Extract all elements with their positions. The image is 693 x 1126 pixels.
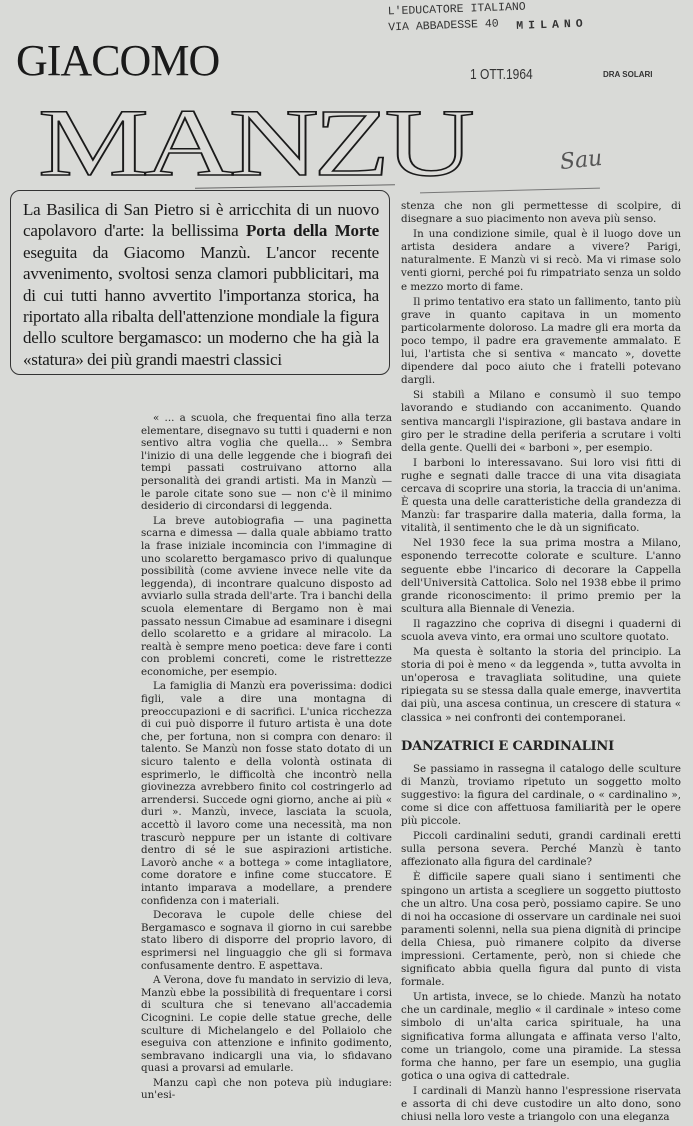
article-paragraph: Decorava le cupole delle chiese del Bergamasco e sognava il giorno in cui sarebbe stato libero di disporre del proprio lavoro, di esprimersi nel linguaggio che gli si formava confusamente dentro. E aspettava.	[141, 909, 392, 972]
stamp-city: MILANO	[516, 17, 588, 33]
source-label: DRA SOLARI	[603, 70, 653, 79]
article-paragraph: Manzu capì che non poteva più indugiare: un'esi-	[141, 1076, 392, 1102]
article-paragraph: In una condizione simile, qual è il luogo dove un artista desidera andare a vivere? Parigi, naturalmente. E Manzù vi si recò. Ma vi rimase solo venti giorni, perché poi fu rimpatriato senza un soldo e mezzo morto di fame.	[401, 228, 681, 293]
article-paragraph: È difficile sapere quali siano i sentimenti che spingono un artista a scegliere un soggetto piuttosto che un altro. Una cosa però, possiamo capire. Se uno di noi ha occasione di osservare un cardinale nei suoi paramenti solenni, nella sua piena dignità di principe della Chiesa, può rimanere colpito da diverse impressioni. Certamente, però, non si chiede che significato abbia quella figura dal punto di vista formale.	[401, 871, 681, 989]
section-heading: DANZATRICI E CARDINALINI	[401, 738, 615, 754]
left-column	[141, 412, 392, 1104]
article-paragraph: A Verona, dove fu mandato in servizio di leva, Manzù ebbe la possibilità di frequentare i corsi di scultura che si tenevano all'accademia Cicognini. Le copie delle statue greche, delle sculture di Michelangelo e del Pollaiolo che eseguiva con attenzione e infinito godimento, sembravano indicargli una via, lo sfidavano quasi a provarsi ad emularle.	[141, 974, 392, 1075]
lead-box	[10, 190, 390, 375]
article-paragraph: Ma questa è soltanto la storia del principio. La storia di poi è meno « da leggenda », tutta avvolta in un'operosa e travagliata solitudine, una quiete ripiegata su se stessa dalla quale emerge, inavvertita dai più, una ascesa continua, un crescere di statura « classica » nei confronti dei contemporanei.	[401, 646, 681, 724]
stamp-line-1: L'EDUCATORE ITALIANO	[387, 0, 526, 19]
article-paragraph: I barboni lo interessavano. Sui loro visi fitti di rughe e segnati dalle tracce di una vita disagiata cercava di scoprire una storia, la traccia di un'anima. È questa una delle caratteristiche della grandezza di Manzù: far trasparire dalla materia, dalla forma, la vitalità, il sentimento che le dà un significato.	[401, 456, 681, 535]
article-paragraph: I cardinali di Manzù hanno l'espressione riservata e assorta di chi deve custodire un alto dono, sono chiusi nella loro veste a triangolo con una eleganza	[401, 1084, 681, 1124]
article-paragraph: Nel 1930 fece la sua prima mostra a Milano, esponendo terrecotte colorate e sculture. L'anno seguente ebbe l'incarico di decorare la Cappella dell'Università Cattolica. Solo nel 1938 ebbe il primo grande riconoscimento: il primo premio per la scultura alla Biennale di Venezia.	[401, 537, 681, 615]
article-paragraph: « ... a scuola, che frequentai fino alla terza elementare, disegnavo su tutti i quaderni e non sentivo altra voglia che quella... » Sembra l'inizio di una delle leggende che i biografi dei tempi passati costruivano attorno alla personalità dei grandi artisti. Ma in Manzù — le parole citate sono sue — non c'è il minimo desiderio di circondarsi di leggenda.	[141, 412, 392, 513]
lead-text: eseguita da Giacomo Manzù. L'ancor recente avvenimento, svoltosi senza clamori pubblicitari, ma di cui tutti hanno avvertito l'importanza storica, ha riportato alla ribalta dell'attenzione mondiale la figura dello scultore bergamasco: un moderno che ha già la «statura» dei più grandi maestri classici	[23, 242, 379, 369]
article-paragraph: Piccoli cardinalini seduti, grandi cardinali eretti sulla persona severa. Perché Manzù è tanto affezionato alla figura del cardinale?	[401, 830, 681, 869]
publisher-stamp	[387, 0, 588, 36]
stamp-line-2: VIA ABBADESSE 40	[388, 17, 499, 35]
lead-text: La Basilica di San Pietro si è arricchita di un nuovo capolavoro d'arte: la bellissima	[23, 200, 379, 241]
date-stamp: 1 OTT.1964	[470, 66, 533, 83]
article-paragraph: La breve autobiografia — una paginetta scarna e dimessa — dalla quale abbiamo tratto la frase iniziale incomincia con l'immagine di uno scolaretto bergamasco privo di qualunque possibilità (come avviene invece nelle vite da leggenda), di incontrare qualcuno disposto ad avviarlo sulla strada dell'arte. Tra i banchi della scuola elementare di Bergamo non è mai passato nessun Cimabue ad esaminare i disegni dello scolaretto e a gridare al miracolo. La realtà è sempre meno poetica: deve fare i conti con problemi concreti, come le ristrettezze economiche, per esempio.	[141, 514, 392, 678]
handwritten-note: Sau	[558, 145, 604, 176]
article-paragraph: Il primo tentativo era stato un fallimento, tanto più grave in quanto capitava in un momento particolarmente doloroso. La madre gli era morta da poco tempo, il padre era gravemente ammalato. E lui, l'artista che si sentiva « mancato », dovette dipendere dal poco aiuto che i fratelli potevano dargli.	[401, 295, 681, 387]
article-paragraph: La famiglia di Manzù era poverissima: dodici figli, vale a dire una montagna di preoccupazioni e di sacrifici. L'unica ricchezza di cui può disporre il futuro artista è una dote che, per fortuna, non si compra con denaro: il talento. Se Manzù non fosse stato dotato di un sicuro talento e della volontà ostinata di esprimerlo, le difficoltà che incontrò nella giovinezza avrebbero finito col costringerlo ad arrendersi. Succede ogni giorno, anche ai più « duri ». Manzù, invece, lasciata la scuola, accettò il lavoro come una necessità, ma non trascurò neppure per un istante di coltivare dentro di sé le sue aspirazioni artistiche. Lavorò anche « a bottega » come intagliatore, come doratore e infine come stuccatore. E intanto imparava a modellare, a prendere confidenza con i materiali.	[141, 680, 392, 907]
article-paragraph: stenza che non gli permettesse di scolpire, di disegnare a suo piacimento non aveva più senso.	[401, 200, 681, 226]
article-paragraph: Se passiamo in rassegna il catalogo delle sculture di Manzù, troviamo ripetuto un soggetto molto suggestivo: la figura del cardinale, o « cardinalino », come si dice con affettuosa familiarità per le opere più piccole.	[401, 762, 681, 828]
headline-title: MANZU	[38, 89, 470, 196]
headline-kicker: GIACOMO	[16, 36, 220, 85]
article-paragraph: Si stabilì a Milano e consumò il suo tempo lavorando e studiando con accanimento. Quando sentiva mancargli l'ispirazione, gli bastava andare in giro per le stradine della periferia a scrutare i volti della gente. Quelli dei « barboni », per esempio.	[401, 389, 681, 454]
article-paragraph: Un artista, invece, se lo chiede. Manzù ha notato che un cardinale, meglio « il cardinale » inteso come simbolo di un'alta carica spirituale, ha una significativa forma allungata e affinata verso l'alto, come un triangolo, come una piramide. La stessa forma che hanno, per fare un esempio, una guglia gotica o una ogiva di cattedrale.	[401, 991, 681, 1082]
article-paragraph: Il ragazzino che copriva di disegni i quaderni di scuola aveva vinto, era ormai uno scultore quotato.	[401, 617, 681, 643]
lead-bold-title: Porta della Morte	[246, 221, 380, 241]
right-column	[401, 200, 681, 1126]
